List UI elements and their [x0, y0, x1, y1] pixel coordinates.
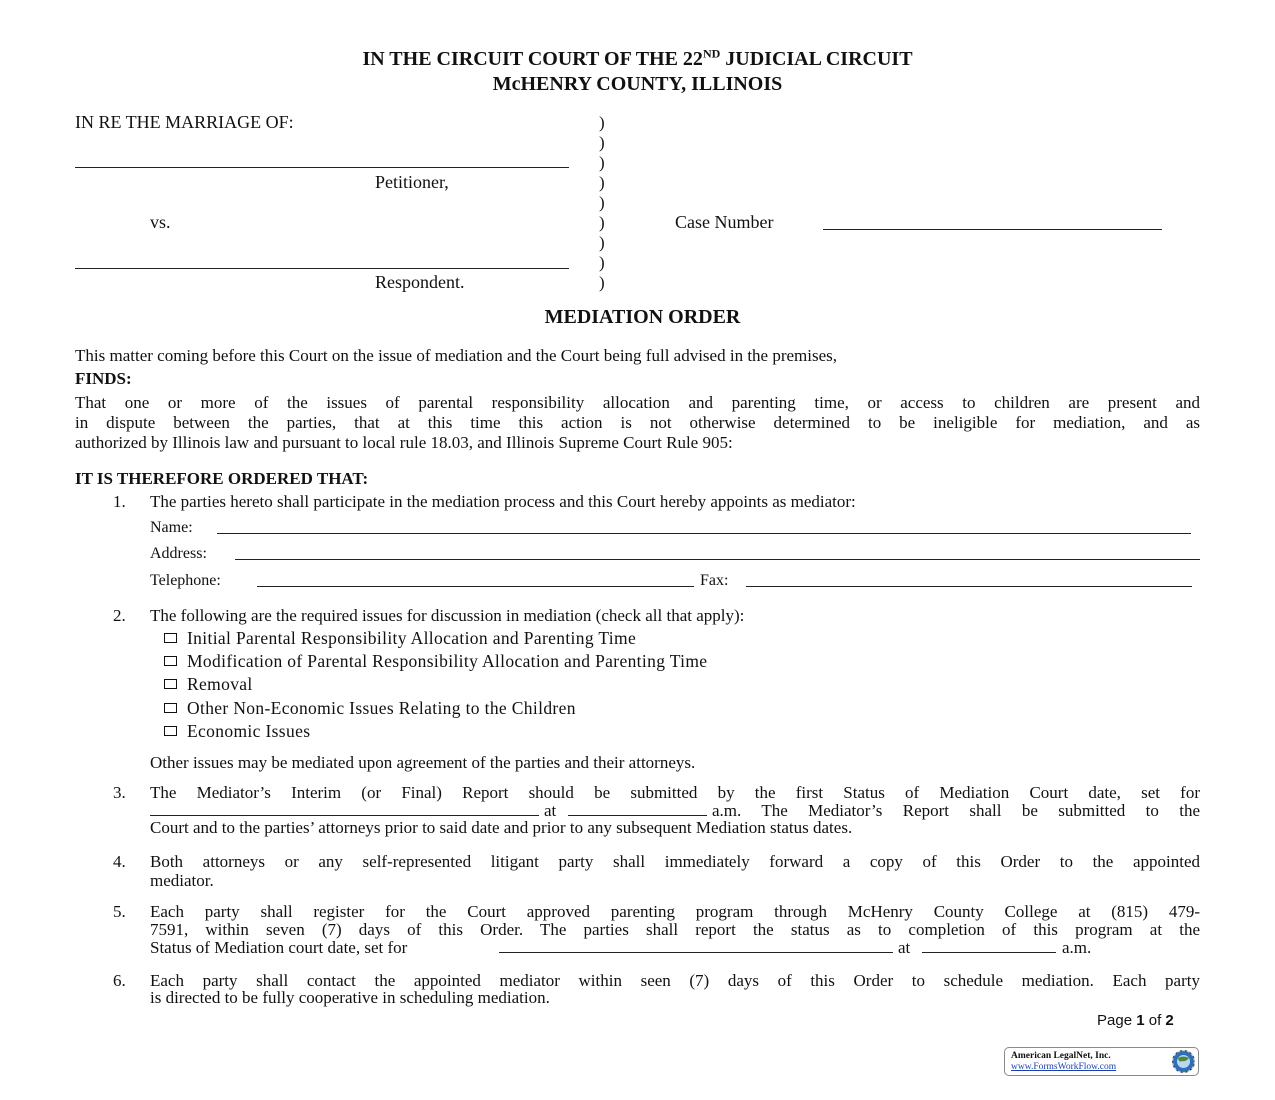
ordered-label: IT IS THEREFORE ORDERED THAT:	[75, 469, 369, 488]
item-number: 4.	[113, 852, 126, 871]
finds-line: in dispute between the parties, that at this time this action is not otherwise determined to be ineligible for mediation, and as	[75, 413, 1200, 432]
county-heading: McHENRY COUNTY, ILLINOIS	[492, 73, 783, 95]
in-re-label: IN RE THE MARRIAGE OF:	[75, 112, 294, 132]
respondent-name-line[interactable]	[75, 268, 569, 269]
petitioner-label: Petitioner,	[375, 172, 449, 192]
status-time-line[interactable]	[922, 952, 1056, 953]
item-2-text: The following are the required issues for discussion in mediation (check all that apply):	[150, 606, 745, 625]
mediator-telephone-label: Telephone:	[150, 572, 221, 589]
item-number: 1.	[113, 492, 126, 511]
checkbox[interactable]	[164, 633, 177, 643]
issue-option-label: Economic Issues	[187, 721, 311, 741]
issue-option[interactable]	[164, 721, 310, 742]
item-3-line: Court and to the parties’ attorneys prior to said date and prior to any subsequent Mediation status dates.	[150, 818, 853, 837]
issue-option[interactable]	[164, 651, 707, 672]
caption-paren: )	[599, 153, 605, 172]
issue-option-label: Removal	[187, 674, 253, 694]
at-label: at	[898, 938, 911, 957]
item-1-text: The parties hereto shall participate in the mediation process and this Court hereby appoints as mediator:	[150, 492, 856, 511]
caption-paren: )	[599, 273, 605, 292]
case-number-line[interactable]	[823, 229, 1162, 230]
mediator-address-line[interactable]	[235, 559, 1200, 560]
item-4-line: mediator.	[150, 871, 214, 890]
page-number	[1097, 1012, 1174, 1029]
checkbox[interactable]	[164, 656, 177, 666]
respondent-label: Respondent.	[375, 272, 465, 292]
issue-option[interactable]	[164, 674, 253, 695]
finds-line: authorized by Illinois law and pursuant to local rule 18.03, and Illinois Supreme Court Rule 905:	[75, 433, 733, 452]
case-number-label: Case Number	[675, 212, 774, 232]
item-number: 2.	[113, 606, 126, 625]
globe-icon	[1171, 1049, 1196, 1074]
item-3-line: The Mediator’s Interim (or Final) Report should be submitted by the first Status of Mediation Court date, set for	[150, 783, 1200, 802]
mediator-name-label: Name:	[150, 519, 193, 536]
am-label: a.m.	[1062, 938, 1092, 957]
page-total: 2	[1165, 1012, 1174, 1029]
page-current: 1	[1136, 1012, 1145, 1029]
issue-option-label: Modification of Parental Responsibility Allocation and Parenting Time	[187, 651, 708, 671]
item-4-line: Both attorneys or any self-represented litigant party shall immediately forward a copy of this Order to the appointed	[150, 852, 1200, 871]
issue-option-label: Other Non-Economic Issues Relating to the Children	[187, 698, 576, 718]
caption-paren: )	[599, 113, 605, 132]
caption-paren: )	[599, 233, 605, 252]
mediator-name-line[interactable]	[217, 533, 1191, 534]
petitioner-name-line[interactable]	[75, 167, 569, 168]
logo-url-link[interactable]: www.FormsWorkFlow.com	[1011, 1062, 1117, 1072]
caption-paren: )	[599, 193, 605, 212]
item-6-line: is directed to be fully cooperative in scheduling mediation.	[150, 988, 550, 1007]
issue-option[interactable]	[164, 628, 636, 649]
intro-text: This matter coming before this Court on the issue of mediation and the Court being full advised in the premises,	[75, 346, 838, 365]
item-number: 3.	[113, 783, 126, 802]
report-date-line[interactable]	[150, 815, 539, 816]
page-word: Page	[1097, 1012, 1133, 1029]
caption-paren: )	[599, 173, 605, 192]
report-time-line[interactable]	[568, 815, 707, 816]
item-5-line: Each party shall register for the Court approved parenting program through McHenry County College at (815) 479-	[150, 902, 1200, 921]
of-word: of	[1148, 1012, 1162, 1029]
status-date-line[interactable]	[499, 952, 893, 953]
court-heading	[0, 48, 1275, 71]
item-6-line: Each party shall contact the appointed mediator within seen (7) days of this Order to schedule mediation. Each party	[150, 971, 1200, 990]
checkbox[interactable]	[164, 726, 177, 736]
checkbox[interactable]	[164, 679, 177, 689]
court-heading-text: IN THE CIRCUIT COURT OF THE 22	[362, 48, 703, 70]
item-5-line: Status of Mediation court date, set for	[150, 938, 408, 957]
caption-paren: )	[599, 133, 605, 152]
at-label: at	[544, 801, 557, 820]
court-heading-text-end: JUDICIAL CIRCUIT	[720, 48, 913, 70]
item-number: 5.	[113, 902, 126, 921]
item-number: 6.	[113, 971, 126, 990]
finds-line: That one or more of the issues of parental responsibility allocation and parenting time, or access to children are present and	[75, 393, 1200, 412]
issue-option[interactable]	[164, 698, 576, 719]
vs-label: vs.	[150, 212, 171, 232]
legalnet-logo	[1004, 1047, 1199, 1076]
logo-name: American LegalNet, Inc.	[1011, 1051, 1111, 1061]
document-title: MEDIATION ORDER	[544, 306, 741, 328]
mediator-address-label: Address:	[150, 545, 207, 562]
finds-label: FINDS:	[75, 369, 132, 388]
item-5-line: 7591, within seven (7) days of this Order. The parties shall report the status as to completion of this program at the	[150, 920, 1200, 939]
item-3-line: a.m. The Mediator’s Report shall be submitted to the	[712, 801, 1200, 820]
ordinal-suffix: ND	[702, 46, 721, 61]
mediator-fax-line[interactable]	[746, 586, 1192, 587]
other-issues-text: Other issues may be mediated upon agreement of the parties and their attorneys.	[150, 753, 696, 772]
mediator-fax-label: Fax:	[700, 572, 729, 589]
mediator-telephone-line[interactable]	[257, 586, 694, 587]
caption-paren: )	[599, 253, 605, 272]
issue-option-label: Initial Parental Responsibility Allocation and Parenting Time	[187, 628, 637, 648]
checkbox[interactable]	[164, 703, 177, 713]
caption-paren: )	[599, 213, 605, 232]
